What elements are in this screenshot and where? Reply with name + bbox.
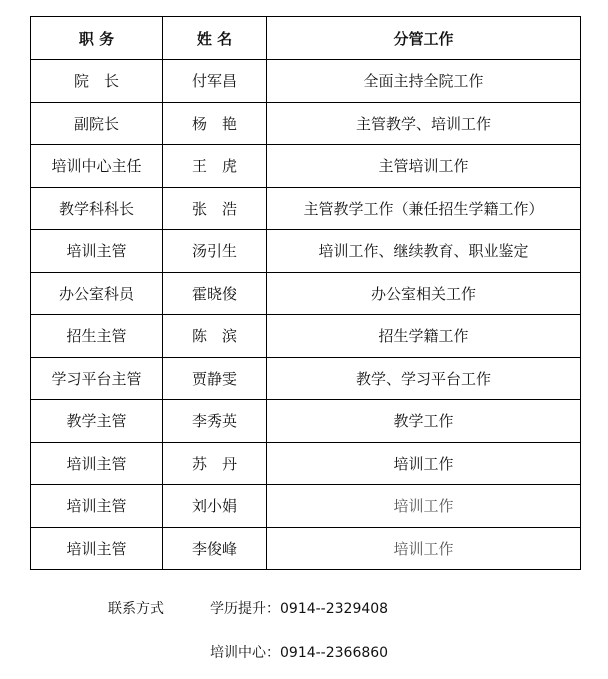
cell-duty: 招生学籍工作 xyxy=(267,315,581,358)
cell-duty: 教学工作 xyxy=(267,400,581,443)
cell-name: 陈 滨 xyxy=(163,315,267,358)
contact-education-phone: 学历提升：0914--2329408 xyxy=(210,601,389,617)
header-role: 职 务 xyxy=(31,17,163,60)
table-row xyxy=(31,230,581,273)
cell-name: 杨 艳 xyxy=(163,102,267,145)
header-name: 姓 名 xyxy=(163,17,267,60)
cell-name: 苏 丹 xyxy=(163,442,267,485)
table-row xyxy=(31,315,581,358)
cell-duty: 培训工作 xyxy=(267,442,581,485)
table-row xyxy=(31,272,581,315)
contact-training-phone: 培训中心：0914--2366860 xyxy=(210,645,389,661)
cell-duty: 培训工作 xyxy=(267,527,581,570)
cell-role: 培训主管 xyxy=(31,527,163,570)
cell-duty: 培训工作、继续教育、职业鉴定 xyxy=(267,230,581,273)
cell-duty: 主管培训工作 xyxy=(267,145,581,188)
cell-role: 院 长 xyxy=(31,60,163,103)
cell-name: 贾静雯 xyxy=(163,357,267,400)
staff-duty-table xyxy=(30,16,581,570)
table-row xyxy=(31,527,581,570)
cell-duty: 主管教学工作（兼任招生学籍工作） xyxy=(267,187,581,230)
cell-role: 培训主管 xyxy=(31,485,163,528)
cell-name: 李秀英 xyxy=(163,400,267,443)
cell-name: 付军昌 xyxy=(163,60,267,103)
header-duty: 分管工作 xyxy=(267,17,581,60)
table-row xyxy=(31,187,581,230)
table-row xyxy=(31,400,581,443)
table-row xyxy=(31,442,581,485)
cell-duty: 培训工作 xyxy=(267,485,581,528)
cell-name: 汤引生 xyxy=(163,230,267,273)
table-row xyxy=(31,145,581,188)
cell-role: 招生主管 xyxy=(31,315,163,358)
cell-name: 刘小娟 xyxy=(163,485,267,528)
cell-role: 培训主管 xyxy=(31,442,163,485)
cell-name: 李俊峰 xyxy=(163,527,267,570)
cell-role: 教学科科长 xyxy=(31,187,163,230)
cell-role: 教学主管 xyxy=(31,400,163,443)
table-row xyxy=(31,102,581,145)
cell-role: 办公室科员 xyxy=(31,272,163,315)
table-row xyxy=(31,60,581,103)
cell-role: 副院长 xyxy=(31,102,163,145)
cell-role: 培训主管 xyxy=(31,230,163,273)
cell-duty: 教学、学习平台工作 xyxy=(267,357,581,400)
cell-name: 张 浩 xyxy=(163,187,267,230)
cell-duty: 全面主持全院工作 xyxy=(267,60,581,103)
cell-role: 学习平台主管 xyxy=(31,357,163,400)
table-row xyxy=(31,485,581,528)
cell-duty: 主管教学、培训工作 xyxy=(267,102,581,145)
cell-duty: 办公室相关工作 xyxy=(267,272,581,315)
cell-name: 霍晓俊 xyxy=(163,272,267,315)
table-header-row xyxy=(31,17,581,60)
contact-label: 联系方式 xyxy=(108,601,164,617)
cell-name: 王 虎 xyxy=(163,145,267,188)
table-row xyxy=(31,357,581,400)
cell-role: 培训中心主任 xyxy=(31,145,163,188)
